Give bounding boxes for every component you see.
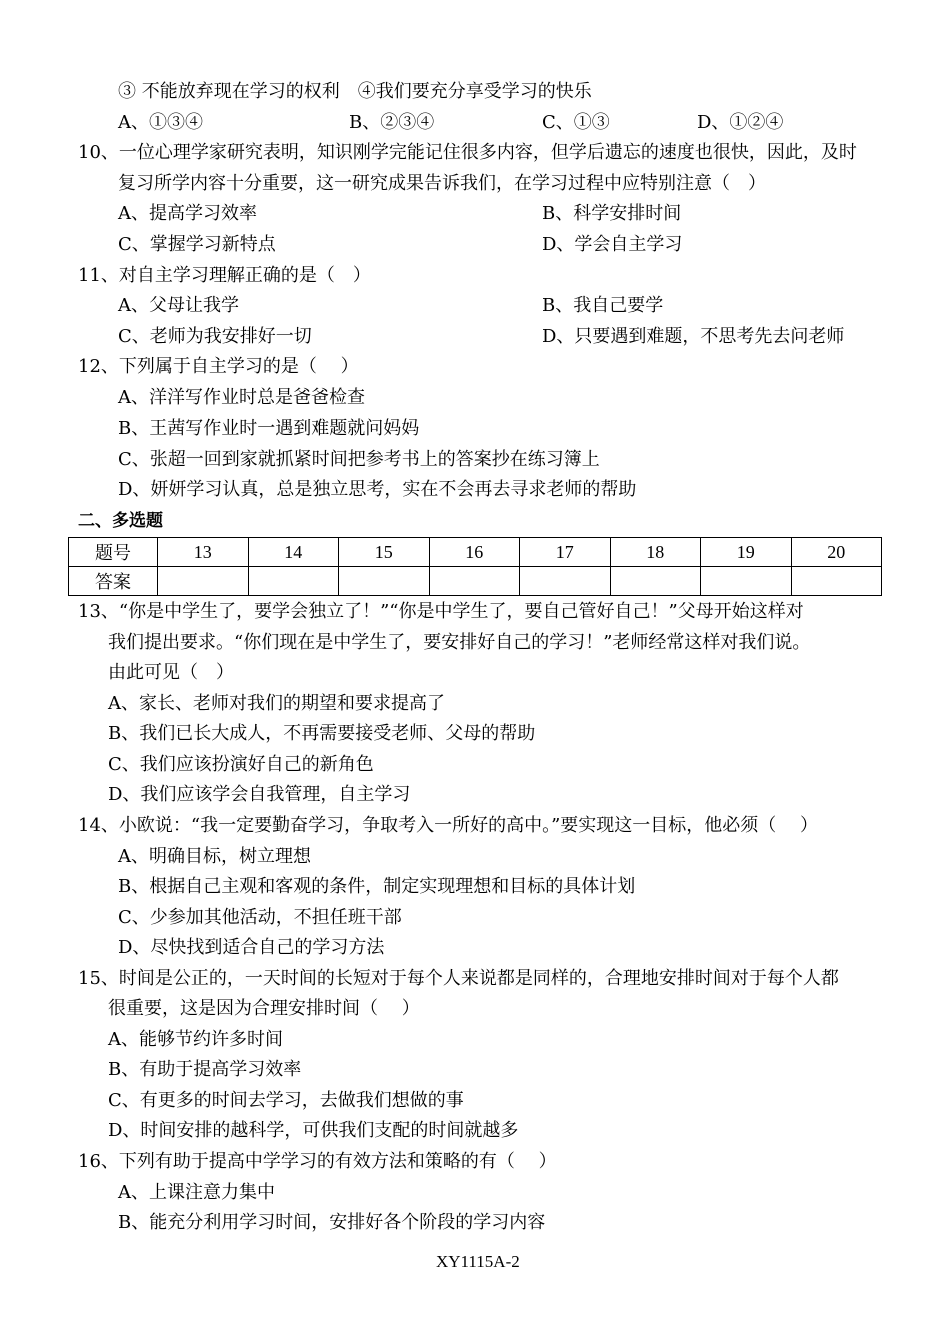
q13-option-a: A、家长、老师对我们的期望和要求提高了 [108,693,445,714]
question-number-cell: 14 [248,538,339,567]
question-number-cell: 15 [339,538,430,567]
answer-label: 答案 [69,567,158,596]
q14-option-a: A、明确目标，树立理想 [118,846,311,867]
answer-table-answer-row [69,567,882,596]
q16-option-a: A、上课注意力集中 [118,1182,275,1203]
q11-option-d: D、只要遇到难题，不思考先去问老师 [542,326,845,347]
q15-option-b: B、有助于提高学习效率 [108,1059,302,1080]
q13-stem-line1: 13、“你是中学生了，要学会独立了！”“你是中学生了，要自己管好自己！”父母开始这样对 [78,601,804,622]
q12-option-c: C、张超一回到家就抓紧时间把参考书上的答案抄在练习簿上 [118,449,600,470]
question-number-label: 题号 [69,538,158,567]
q12-stem: 12、下列属于自主学习的是（ ） [78,356,359,377]
q16-stem: 16、下列有助于提高中学学习的有效方法和策略的有（ ） [78,1151,557,1172]
question-number-cell: 19 [701,538,792,567]
q10-option-b: B、科学安排时间 [542,203,682,224]
q13-option-b: B、我们已长大成人，不再需要接受老师、父母的帮助 [108,723,536,744]
q11-stem: 11、对自主学习理解正确的是（ ） [78,265,371,286]
question-number-cell: 20 [791,538,882,567]
q14-option-b: B、根据自己主观和客观的条件，制定实现理想和目标的具体计划 [118,876,636,897]
q13-stem-line2: 我们提出要求。“你们现在是中学生了，要安排好自己的学习！”老师经常这样对我们说。 [108,632,811,653]
q10-option-a: A、提高学习效率 [118,203,257,224]
q12-option-d: D、妍妍学习认真，总是独立思考，实在不会再去寻求老师的帮助 [118,479,637,500]
answer-cell[interactable] [520,567,611,596]
answer-cell[interactable] [429,567,520,596]
answer-cell[interactable] [701,567,792,596]
section-title-multiple-choice: 二、多选题 [78,511,163,531]
q12-option-a: A、洋洋写作业时总是爸爸检查 [118,387,365,408]
answer-table [68,537,882,596]
q10-stem-line1: 10、一位心理学家研究表明，知识刚学完能记住很多内容，但学后遗忘的速度也很快，因此，及时 [78,142,857,163]
q16-option-b: B、能充分利用学习时间，安排好各个阶段的学习内容 [118,1212,546,1233]
q9-option-d: D、①②④ [697,112,784,133]
answer-cell[interactable] [339,567,430,596]
question-number-cell: 18 [610,538,701,567]
q9-option-b: B、②③④ [349,112,435,133]
q9-statement-line: ③ 不能放弃现在学习的权利 ④我们要充分享受学习的快乐 [118,81,592,102]
question-number-cell: 13 [158,538,249,567]
q13-stem-line3: 由此可见（ ） [108,662,234,683]
q11-option-c: C、老师为我安排好一切 [118,326,312,347]
q15-option-a: A、能够节约许多时间 [108,1029,283,1050]
q10-option-c: C、掌握学习新特点 [118,234,276,255]
q15-stem-line2: 很重要，这是因为合理安排时间（ ） [108,998,420,1019]
question-number-cell: 16 [429,538,520,567]
answer-cell[interactable] [610,567,701,596]
q13-option-d: D、我们应该学会自我管理，自主学习 [108,784,411,805]
q13-option-c: C、我们应该扮演好自己的新角色 [108,754,374,775]
q15-option-c: C、有更多的时间去学习，去做我们想做的事 [108,1090,464,1111]
q9-option-a: A、①③④ [118,112,203,133]
answer-cell[interactable] [248,567,339,596]
answer-table-header-row [69,538,882,567]
q11-option-b: B、我自己要学 [542,295,664,316]
q15-stem-line1: 15、时间是公正的，一天时间的长短对于每个人来说都是同样的，合理地安排时间对于每个人都 [78,968,839,989]
q14-option-d: D、尽快找到适合自己的学习方法 [118,937,385,958]
q9-option-c: C、①③ [542,112,610,133]
question-number-cell: 17 [520,538,611,567]
q10-stem-line2: 复习所学内容十分重要，这一研究成果告诉我们，在学习过程中应特别注意（ ） [118,173,766,194]
q15-option-d: D、时间安排的越科学，可供我们支配的时间就越多 [108,1120,519,1141]
q11-option-a: A、父母让我学 [118,295,239,316]
q14-option-c: C、少参加其他活动，不担任班干部 [118,907,402,928]
answer-cell[interactable] [158,567,249,596]
answer-cell[interactable] [791,567,882,596]
page-footer-code: XY1115A-2 [436,1252,520,1271]
q10-option-d: D、学会自主学习 [542,234,683,255]
q14-stem: 14、小欧说：“我一定要勤奋学习，争取考入一所好的高中。”要实现这一目标，他必须（ ） [78,815,819,836]
q12-option-b: B、王茜写作业时一遇到难题就问妈妈 [118,418,420,439]
